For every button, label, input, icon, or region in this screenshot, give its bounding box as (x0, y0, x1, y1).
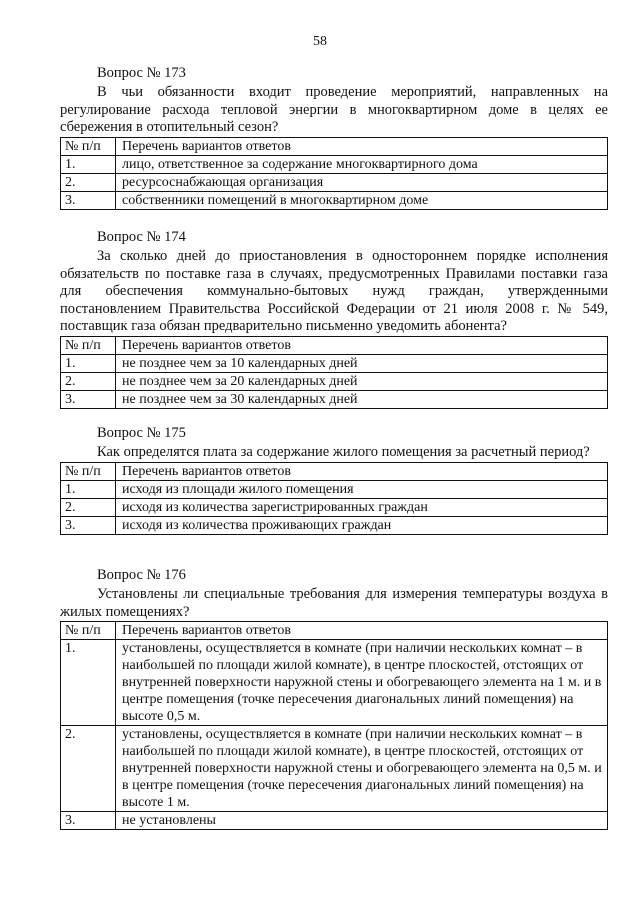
question-176 (60, 566, 608, 830)
table-header-row (61, 462, 608, 480)
table-row (61, 812, 608, 830)
table-row (61, 173, 608, 191)
table-header-row (61, 137, 608, 155)
header-num: № п/п (61, 336, 116, 354)
table-row (61, 354, 608, 372)
header-options: Перечень вариантов ответов (116, 336, 608, 354)
answer-text: не позднее чем за 30 календарных дней (116, 390, 608, 408)
question-title: Вопрос № 175 (97, 425, 186, 441)
question-175 (60, 424, 608, 535)
table-row (61, 390, 608, 408)
question-title: Вопрос № 176 (97, 567, 186, 583)
question-text: Как определятся плата за содержание жилого помещения за расчетный период? (97, 444, 590, 460)
answer-text: исходя из количества зарегистрированных граждан (116, 498, 608, 516)
answer-num: 3. (61, 191, 116, 209)
answer-text: ресурсоснабжающая организация (116, 173, 608, 191)
table-row (61, 516, 608, 534)
answer-text: не установлены (116, 812, 608, 830)
header-num: № п/п (61, 137, 116, 155)
answer-num: 3. (61, 390, 116, 408)
answer-text: установлены, осуществляется в комнате (при наличии нескольких комнат – в наибольшей по площади жилой комнате), в центре плоскостей, отстоящих от внутренней поверхности наружной стены и обогревающего элемента на 0,5 м. и в центре помещения (точке пересечения диагональных линий помещения) на высоте 1 м. (116, 726, 608, 812)
answer-num: 1. (61, 155, 116, 173)
table-row (61, 498, 608, 516)
answer-text: исходя из площади жилого помещения (116, 480, 608, 498)
question-174 (60, 228, 608, 409)
answer-num: 2. (61, 173, 116, 191)
table-row (61, 372, 608, 390)
table-row (61, 191, 608, 209)
table-row (61, 480, 608, 498)
answer-text: не позднее чем за 20 календарных дней (116, 372, 608, 390)
question-text: Установлены ли специальные требования для измерения температуры воздуха в жилых помещениях? (60, 586, 608, 620)
answer-text: установлены, осуществляется в комнате (при наличии нескольких комнат – в наибольшей по площади жилой комнате), в центре плоскостей, отстоящих от внутренней поверхности наружной стены и обогревающего элемента на 1 м. и в центре помещения (точке пересечения диагональных линий помещения) на высоте 0,5 м. (116, 640, 608, 726)
page-number: 58 (313, 34, 327, 49)
answer-num: 3. (61, 516, 116, 534)
answer-text: собственники помещений в многоквартирном доме (116, 191, 608, 209)
question-text: За сколько дней до приостановления в одностороннем порядке исполнения обязательств по поставке газа в случаях, предусмотренных Правилами поставки газа для обеспечения коммунально-бытовых нужд граждан, утвержденными постановлением Правительства Российской Федерации от 21 июля 2008 г. № 549, поставщик газа обязан предварительно письменно уведомить абонента? (60, 248, 608, 334)
answers-table (60, 621, 608, 830)
table-row (61, 640, 608, 726)
question-173 (60, 64, 608, 210)
answer-num: 1. (61, 480, 116, 498)
answers-table (60, 336, 608, 409)
answer-num: 1. (61, 354, 116, 372)
table-header-row (61, 336, 608, 354)
header-num: № п/п (61, 462, 116, 480)
answer-num: 2. (61, 498, 116, 516)
header-options: Перечень вариантов ответов (116, 137, 608, 155)
answer-num: 2. (61, 726, 116, 812)
answer-text: не позднее чем за 10 календарных дней (116, 354, 608, 372)
question-title: Вопрос № 174 (97, 229, 186, 245)
table-row (61, 155, 608, 173)
answer-text: исходя из количества проживающих граждан (116, 516, 608, 534)
question-title: Вопрос № 173 (97, 65, 186, 81)
question-text: В чьи обязанности входит проведение мероприятий, направленных на регулирование расхода тепловой энергии в многоквартирном доме в целях ее сбережения в отопительный сезон? (60, 84, 608, 135)
table-header-row (61, 622, 608, 640)
header-options: Перечень вариантов ответов (116, 462, 608, 480)
header-options: Перечень вариантов ответов (116, 622, 608, 640)
answers-table (60, 462, 608, 535)
answer-num: 3. (61, 812, 116, 830)
answer-num: 2. (61, 372, 116, 390)
header-num: № п/п (61, 622, 116, 640)
answer-num: 1. (61, 640, 116, 726)
table-row (61, 726, 608, 812)
answers-table (60, 137, 608, 210)
answer-text: лицо, ответственное за содержание многоквартирного дома (116, 155, 608, 173)
